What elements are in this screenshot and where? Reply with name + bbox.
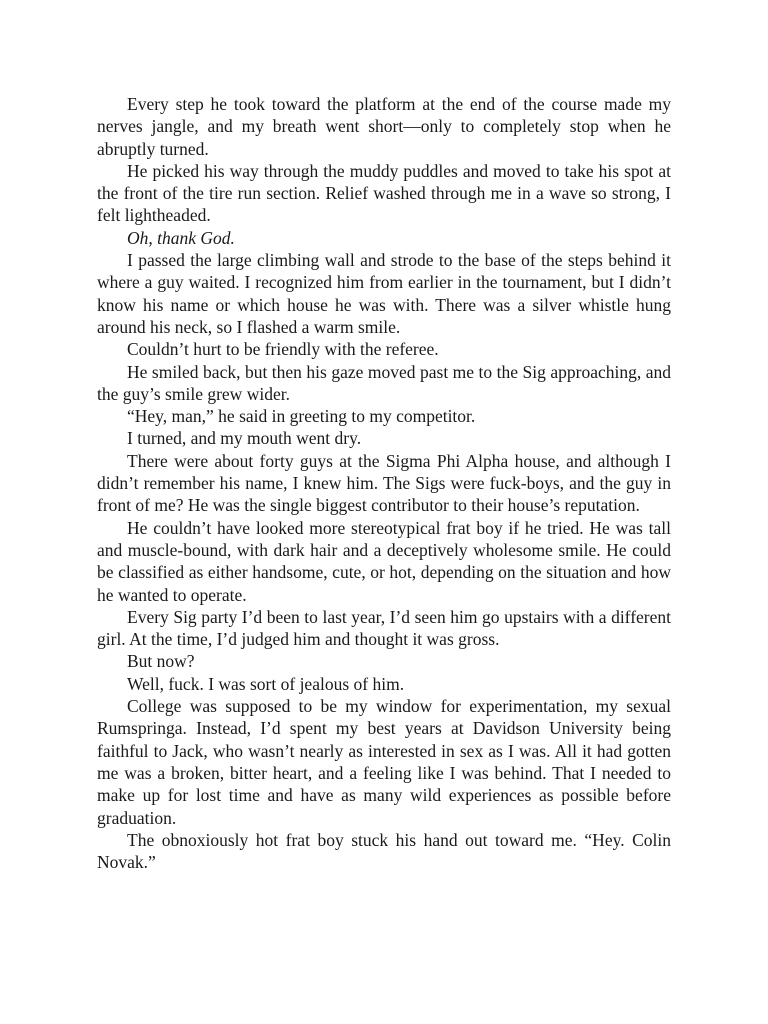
paragraph: He smiled back, but then his gaze moved past me to the Sig approaching, and the guy’s smile grew wider. <box>97 361 671 404</box>
paragraph: College was supposed to be my window for experimentation, my sexual Rumspringa. Instead, I’d spent my best years at Davidson University being faithful to Jack, who wasn’t nearly as interested in sex as I was. All it had gotten me was a broken, bitter heart, and a feeling like I was behind. That I needed to make up for lost time and have as many wild experiences as possible before graduation. <box>97 696 671 828</box>
paragraph: Well, fuck. I was sort of jealous of him. <box>127 673 405 694</box>
book-page-text <box>97 93 671 873</box>
paragraph: I turned, and my mouth went dry. <box>127 428 362 449</box>
paragraph: He couldn’t have looked more stereotypical frat boy if he tried. He was tall and muscle-bound, with dark hair and a deceptively wholesome smile. He could be classified as either handsome, cute, or hot, depending on the situation and how he wanted to operate. <box>97 517 671 605</box>
paragraph: He picked his way through the muddy puddles and moved to take his spot at the front of the tire run section. Relief washed through me in a wave so strong, I felt lightheaded. <box>97 160 671 226</box>
paragraph: There were about forty guys at the Sigma Phi Alpha house, and although I didn’t remember his name, I knew him. The Sigs were fuck-boys, and the guy in front of me? He was the single biggest contributor to their house’s reputation. <box>97 450 671 516</box>
paragraph: Every Sig party I’d been to last year, I’d seen him go upstairs with a different girl. At the time, I’d judged him and thought it was gross. <box>97 606 671 650</box>
paragraph: But now? <box>127 651 195 672</box>
paragraph: Every step he took toward the platform at the end of the course made my nerves jangle, and my breath went short—only to completely stop when he abruptly turned. <box>97 94 671 159</box>
paragraph: The obnoxiously hot frat boy stuck his hand out toward me. “Hey. Colin Novak.” <box>97 829 671 873</box>
paragraph: I passed the large climbing wall and strode to the base of the steps behind it where a guy waited. I recognized him from earlier in the tournament, but I didn’t know his name or which house he was with. There was a silver whistle hung around his neck, so I flashed a warm smile. <box>97 250 671 337</box>
paragraph: Couldn’t hurt to be friendly with the referee. <box>127 339 439 360</box>
italic-thought-paragraph: Oh, thank God. <box>127 227 235 248</box>
paragraph: “Hey, man,” he said in greeting to my competitor. <box>127 406 476 427</box>
